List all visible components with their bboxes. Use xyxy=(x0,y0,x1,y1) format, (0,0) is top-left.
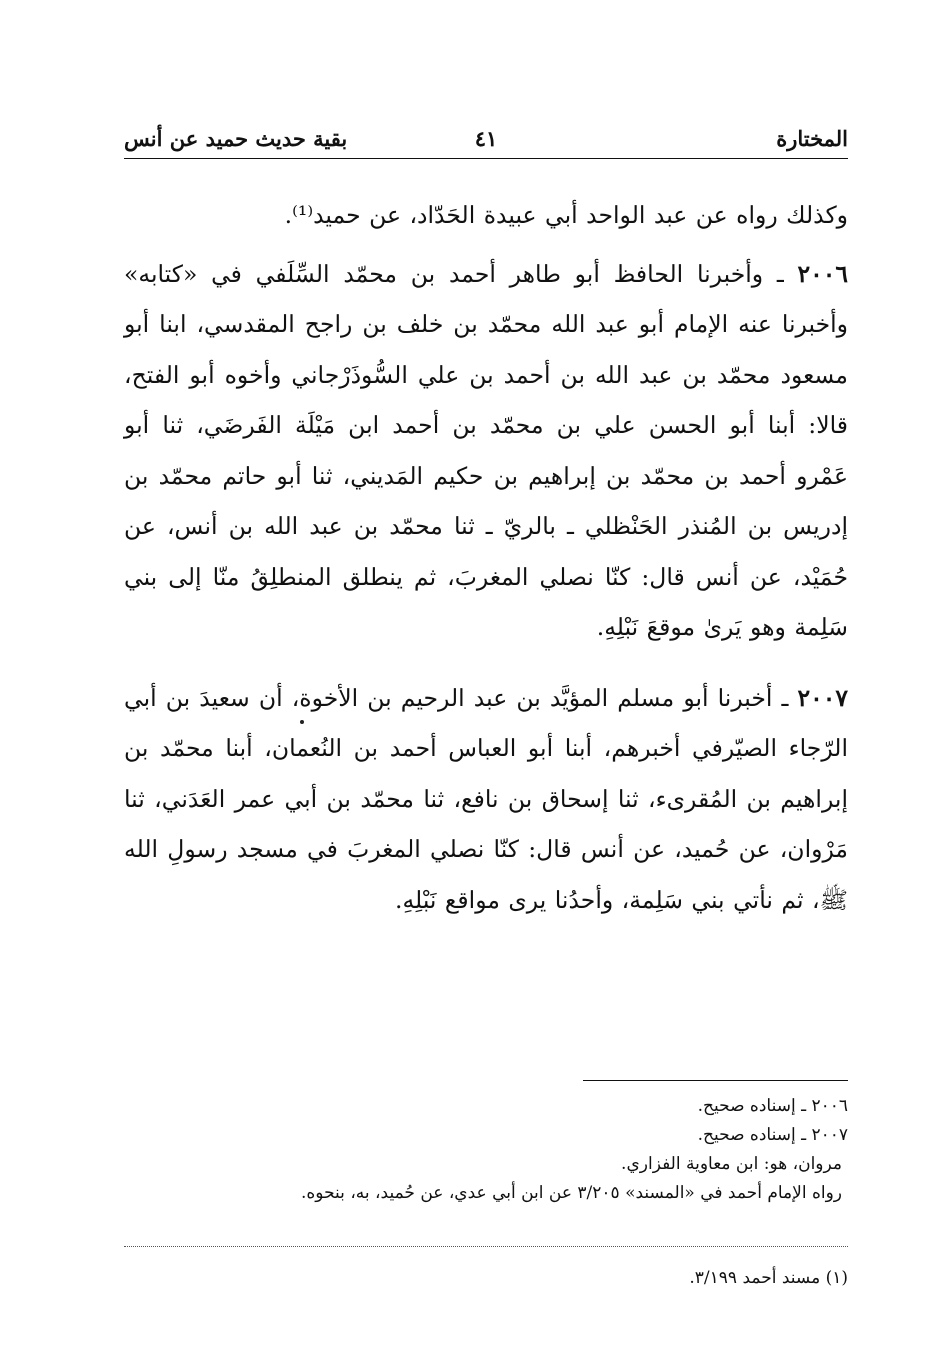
footnote: (١) مسند أحمد ٣/١٩٩. xyxy=(689,1268,848,1288)
hadith-text: ـ وأخبرنا الحافظ أبو طاهر أحمد بن محمّد السِّلَفي في «كتابه» وأخبرنا عنه الإمام أبو عبد الله محمّد بن خلف بن راجح المقدسي، ابنا أبو مسعود محمّد بن عبد الله بن أحمد بن علي السُّوذَرْجاني وأخوه أبو الفتح، قالا: أبنا أبو الحسن علي بن محمّد بن أحمد ابن مَيْلَة الفَرضَي، ثنا أبو عَمْرو أحمد بن محمّد بن إبراهيم بن حكيم المَديني، ثنا أبو حاتم محمّد بن إدريس بن المُنذر الحَنْظلي ـ بالريّ ـ ثنا محمّد بن عبد الله بن أنس، عن حُمَيْد، عن أنس قال: كنّا نصلي المغربَ، ثم ينطلق المنطلِقُ منّا إلى بني سَلِمة وهو يَرىٰ موقعَ نَبْلِهِ. xyxy=(124,259,848,641)
hadith-text: ـ أخبرنا أبو مسلم المؤيَّد بن عبد الرحيم بن الأخوة، أن سعيدَ بن أبي الرّجاء الصيّرفي أخبرهم، أبنا أبو العباس أحمد بن النُعمان، أبنا محمّد بن إبراهيم بن المُقرىء، ثنا إسحاق بن نافع، ثنا محمّد بن أبي عمر العَدَني، ثنا مَرْوان، عن حُميد، عن أنس قال: كنّا نصلي المغربَ في مسجد رسولِ الله ﷺ، ثم نأتي بني سَلِمة، وأحدُنا يرى مواقع نَبْلِهِ. xyxy=(124,683,848,914)
main-text xyxy=(124,190,848,925)
notes-separator xyxy=(583,1080,848,1081)
note-line: مروان، هو: ابن معاوية الفزاري. xyxy=(621,1154,842,1174)
note-line: ٢٠٠٦ ـ إسناده صحيح. xyxy=(697,1096,848,1116)
hadith-number: ٢٠٠٧ xyxy=(797,683,848,712)
stray-dot xyxy=(300,720,304,724)
hadith-2007 xyxy=(124,673,848,926)
hadith-2006 xyxy=(124,249,848,653)
book-title: المختارة xyxy=(776,126,848,151)
hadith-number: ٢٠٠٦ xyxy=(797,259,848,288)
section-title: بقية حديث حميد عن أنس xyxy=(124,126,348,151)
note-line: رواه الإمام أحمد في «المسند» ٣/٢٠٥ عن ابن أبي عدي، عن حُميد، به، بنحوه. xyxy=(300,1183,842,1203)
page-number: ٤١ xyxy=(474,126,498,151)
running-header xyxy=(124,118,848,159)
notes-section xyxy=(124,1092,848,1208)
footnote-separator xyxy=(124,1246,848,1247)
note-line: ٢٠٠٧ ـ إسناده صحيح. xyxy=(697,1125,848,1145)
paragraph-intro: وكذلك رواه عن عبد الواحد أبي عبيدة الحَدّاد، عن حميد⁽¹⁾. xyxy=(284,201,848,229)
